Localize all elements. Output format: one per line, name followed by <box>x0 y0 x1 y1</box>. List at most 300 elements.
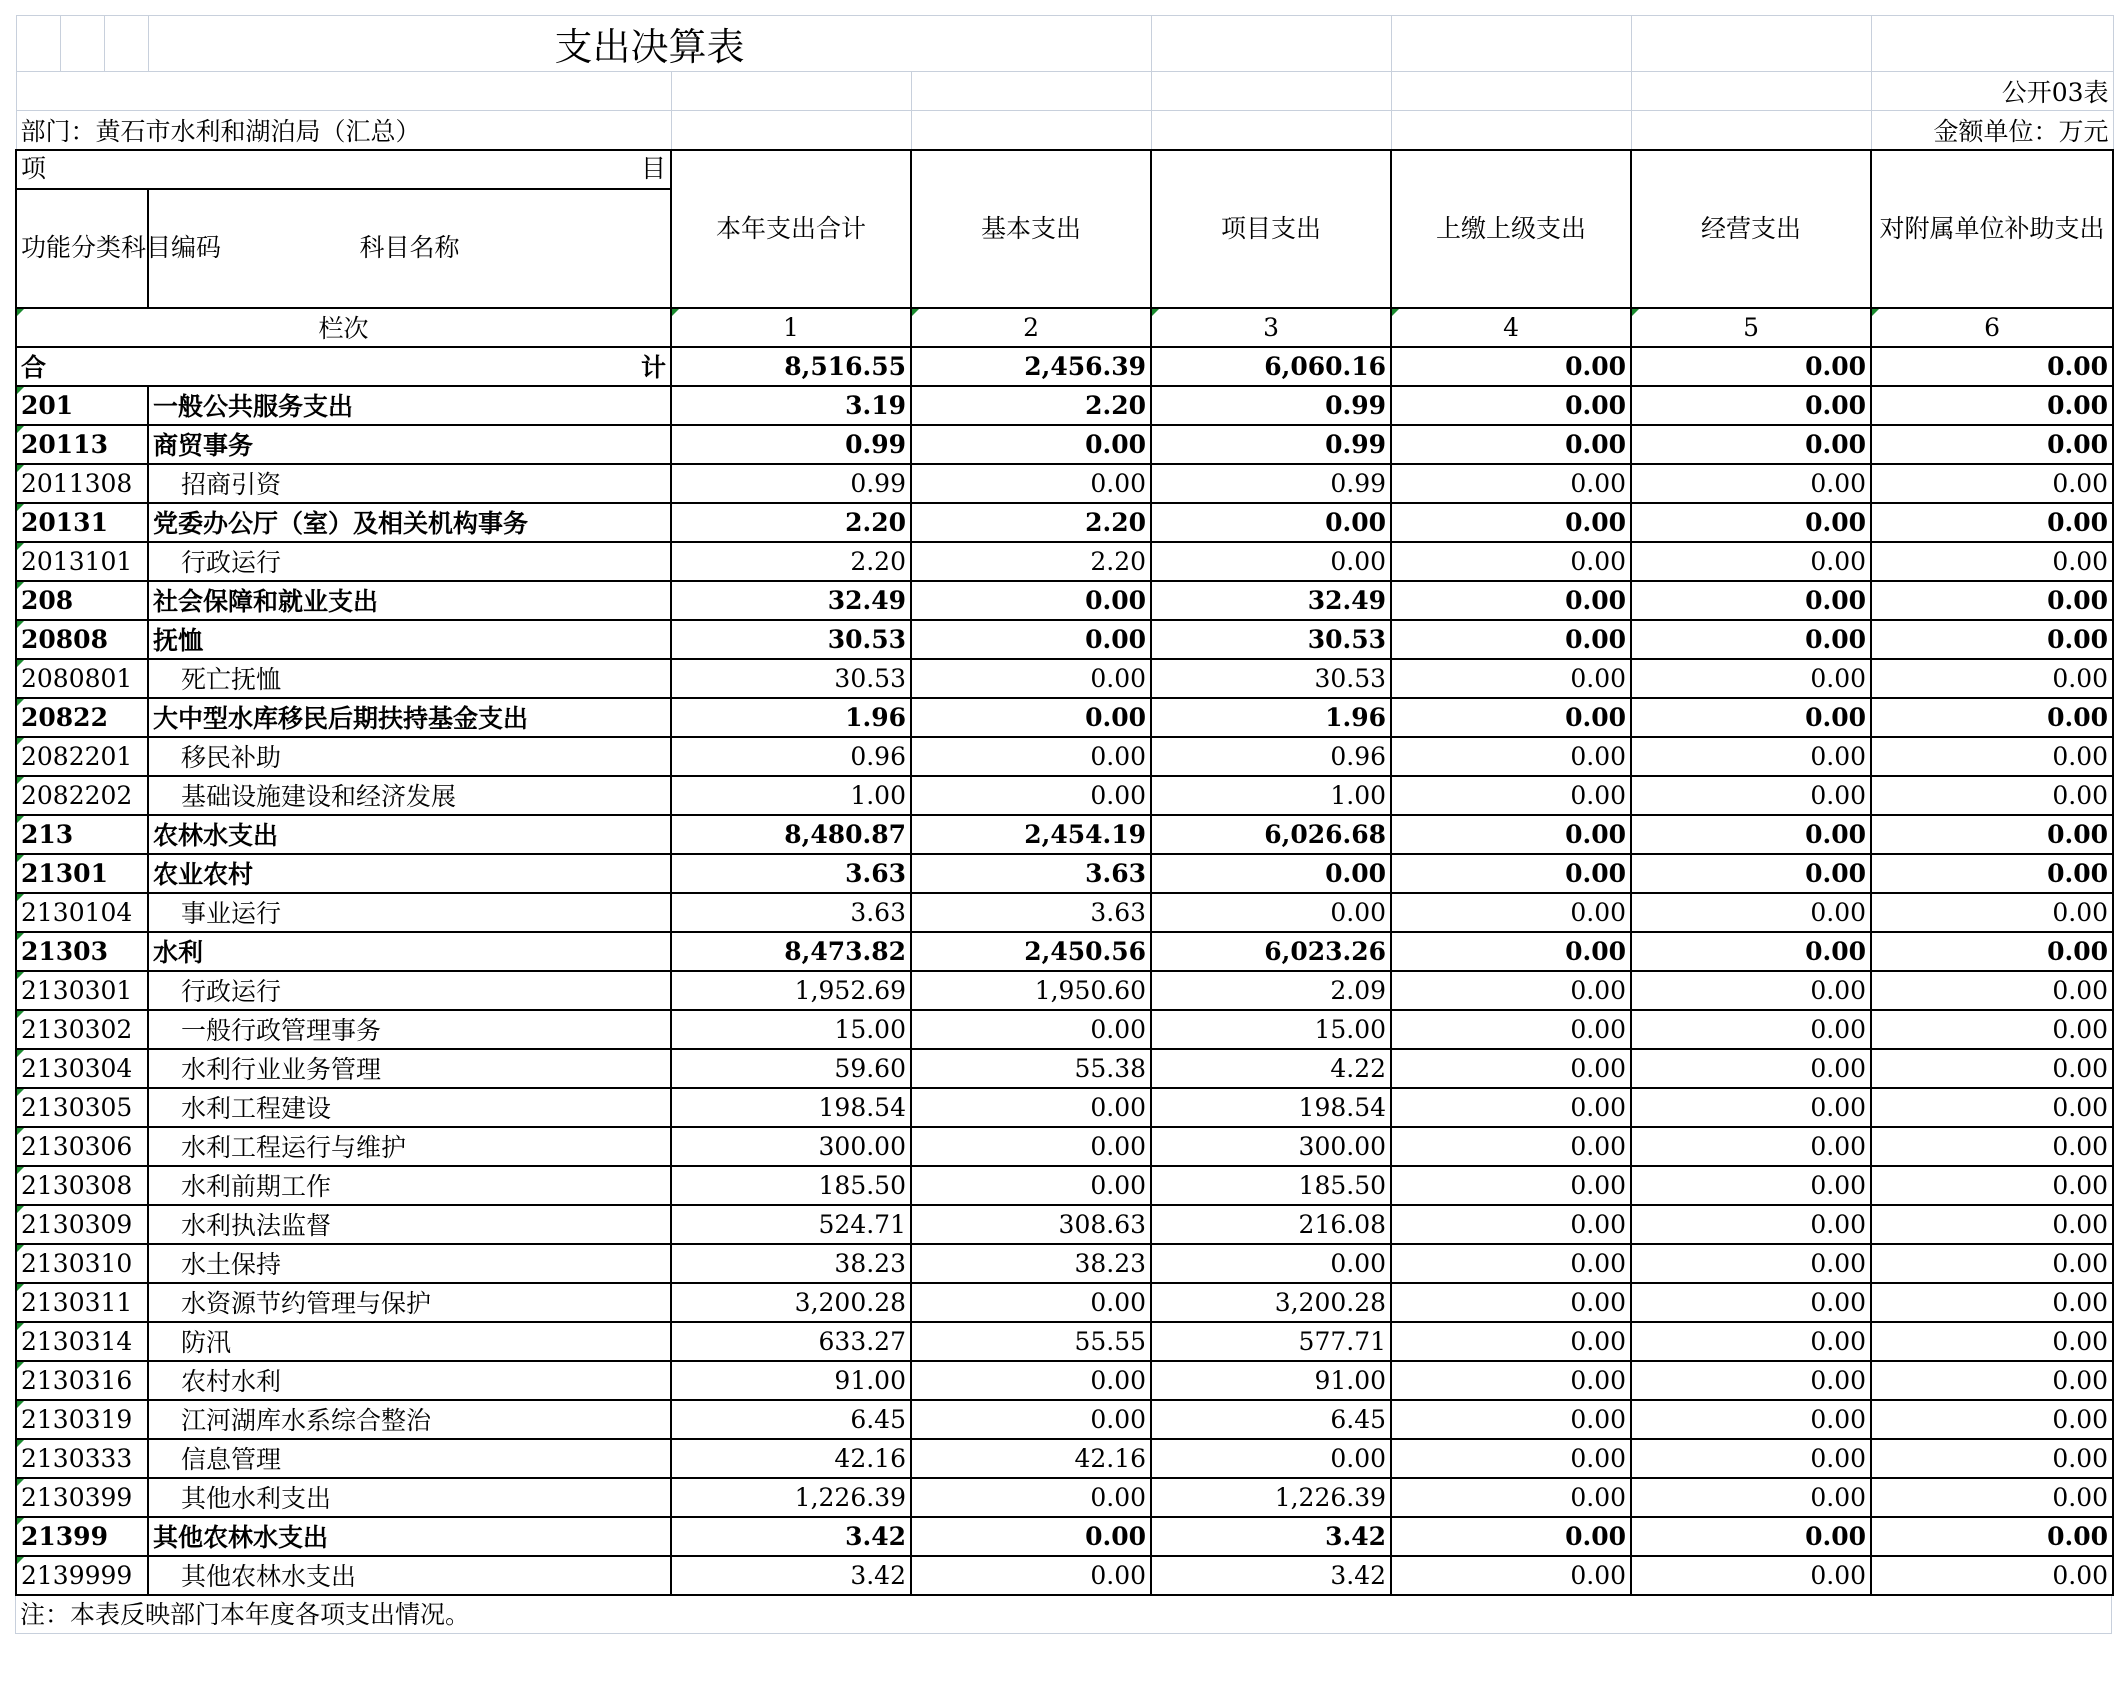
amount-cell[interactable]: 0.00 <box>1631 425 1871 464</box>
amount-cell[interactable]: 0.00 <box>1871 893 2113 932</box>
amount-cell[interactable]: 2,450.56 <box>911 932 1151 971</box>
subject-name[interactable]: 江河湖库水系综合整治 <box>148 1400 671 1439</box>
amount-cell[interactable]: 0.00 <box>1871 698 2113 737</box>
amount-cell[interactable]: 3.63 <box>671 854 911 893</box>
amount-cell[interactable]: 0.00 <box>911 698 1151 737</box>
amount-cell[interactable]: 42.16 <box>911 1439 1151 1478</box>
amount-cell[interactable]: 0.00 <box>911 1127 1151 1166</box>
amount-cell[interactable]: 0.00 <box>1631 737 1871 776</box>
amount-cell[interactable]: 0.00 <box>1631 854 1871 893</box>
subject-code[interactable]: 2130314 <box>16 1322 148 1361</box>
amount-cell[interactable]: 0.00 <box>1631 1517 1871 1556</box>
amount-cell[interactable]: 0.00 <box>1631 503 1871 542</box>
cell[interactable] <box>1631 111 1871 150</box>
amount-cell[interactable]: 0.00 <box>1871 581 2113 620</box>
amount-cell[interactable]: 0.00 <box>1391 1478 1631 1517</box>
cell[interactable] <box>1151 16 1391 72</box>
cell[interactable] <box>1631 16 1871 72</box>
amount-cell[interactable]: 0.00 <box>1151 542 1391 581</box>
amount-cell[interactable]: 0.00 <box>1871 1166 2113 1205</box>
cell[interactable] <box>16 72 671 111</box>
table-row <box>16 854 2113 893</box>
amount-cell[interactable]: 2.20 <box>911 386 1151 425</box>
amount-cell[interactable]: 0.00 <box>1391 1439 1631 1478</box>
amount-cell[interactable]: 30.53 <box>671 620 911 659</box>
col-business-header: 经营支出 <box>1631 150 1871 308</box>
amount-cell[interactable]: 2.20 <box>671 542 911 581</box>
cell[interactable] <box>1151 111 1391 150</box>
subject-code[interactable]: 208 <box>16 581 148 620</box>
amount-cell[interactable]: 0.00 <box>1871 1244 2113 1283</box>
amount-cell[interactable]: 3.42 <box>671 1556 911 1595</box>
subject-code[interactable]: 2130316 <box>16 1361 148 1400</box>
item-header-right: 目 <box>640 154 666 183</box>
subject-name[interactable]: 其他水利支出 <box>148 1478 671 1517</box>
amount-cell[interactable]: 0.00 <box>1631 1127 1871 1166</box>
amount-cell[interactable]: 0.00 <box>911 1088 1151 1127</box>
amount-cell[interactable]: 198.54 <box>1151 1088 1391 1127</box>
amount-cell[interactable]: 0.00 <box>911 620 1151 659</box>
amount-cell[interactable]: 0.99 <box>1151 464 1391 503</box>
amount-cell[interactable]: 0.00 <box>1631 1400 1871 1439</box>
table-row <box>16 1478 2113 1517</box>
table-row <box>16 1166 2113 1205</box>
total-row <box>16 347 2113 386</box>
subject-name[interactable]: 农村水利 <box>148 1361 671 1400</box>
amount-cell[interactable]: 0.00 <box>911 737 1151 776</box>
amount-cell[interactable]: 0.00 <box>1871 854 2113 893</box>
amount-cell[interactable]: 0.00 <box>1151 1244 1391 1283</box>
subject-name[interactable]: 水利前期工作 <box>148 1166 671 1205</box>
amount-cell[interactable]: 308.63 <box>911 1205 1151 1244</box>
unit-label: 金额单位：万元 <box>1871 111 2113 150</box>
amount-cell[interactable]: 0.00 <box>1871 425 2113 464</box>
title-row <box>16 16 2113 72</box>
amount-cell[interactable]: 0.00 <box>1631 698 1871 737</box>
amount-cell[interactable]: 0.00 <box>1631 1439 1871 1478</box>
amount-cell[interactable]: 633.27 <box>671 1322 911 1361</box>
amount-cell[interactable]: 0.00 <box>1871 1010 2113 1049</box>
subject-name[interactable]: 招商引资 <box>148 464 671 503</box>
amount-cell[interactable]: 0.00 <box>1871 1322 2113 1361</box>
amount-cell[interactable]: 0.00 <box>1631 776 1871 815</box>
amount-cell[interactable]: 0.00 <box>1631 1205 1871 1244</box>
amount-cell[interactable]: 15.00 <box>671 1010 911 1049</box>
amount-cell[interactable]: 0.00 <box>911 1283 1151 1322</box>
amount-cell[interactable]: 0.00 <box>1391 1556 1631 1595</box>
total-value: 0.00 <box>1391 347 1631 386</box>
subject-name[interactable]: 水利执法监督 <box>148 1205 671 1244</box>
amount-cell[interactable]: 0.00 <box>1391 1322 1631 1361</box>
subject-code[interactable]: 2082202 <box>16 776 148 815</box>
subject-name[interactable]: 行政运行 <box>148 971 671 1010</box>
table-number-row <box>16 72 2113 111</box>
column-number: 6 <box>1871 308 2113 347</box>
amount-cell[interactable]: 0.00 <box>1871 503 2113 542</box>
subject-code[interactable]: 2130306 <box>16 1127 148 1166</box>
subject-code[interactable]: 2130104 <box>16 893 148 932</box>
amount-cell[interactable]: 2.09 <box>1151 971 1391 1010</box>
amount-cell[interactable]: 0.00 <box>1631 542 1871 581</box>
page-title: 支出决算表 <box>148 16 1151 72</box>
cell[interactable] <box>911 72 1151 111</box>
amount-cell[interactable]: 0.00 <box>1631 1361 1871 1400</box>
amount-cell[interactable]: 0.00 <box>1871 464 2113 503</box>
amount-cell[interactable]: 0.00 <box>1871 1205 2113 1244</box>
amount-cell[interactable]: 0.00 <box>911 1361 1151 1400</box>
amount-cell[interactable]: 0.00 <box>1391 815 1631 854</box>
subject-code[interactable]: 2130333 <box>16 1439 148 1478</box>
amount-cell[interactable]: 1,226.39 <box>671 1478 911 1517</box>
amount-cell[interactable]: 0.00 <box>1151 503 1391 542</box>
item-header-left: 项 <box>21 154 47 183</box>
column-number: 2 <box>911 308 1151 347</box>
amount-cell[interactable]: 0.00 <box>1391 1205 1631 1244</box>
amount-cell[interactable]: 0.99 <box>671 425 911 464</box>
amount-cell[interactable]: 0.00 <box>1391 1166 1631 1205</box>
amount-cell[interactable]: 1.00 <box>1151 776 1391 815</box>
subject-code[interactable]: 2130399 <box>16 1478 148 1517</box>
amount-cell[interactable]: 0.00 <box>1871 776 2113 815</box>
amount-cell[interactable]: 3.63 <box>671 893 911 932</box>
cell[interactable] <box>104 16 148 72</box>
amount-cell[interactable]: 0.00 <box>911 776 1151 815</box>
amount-cell[interactable]: 91.00 <box>671 1361 911 1400</box>
amount-cell[interactable]: 59.60 <box>671 1049 911 1088</box>
amount-cell[interactable]: 0.00 <box>911 659 1151 698</box>
amount-cell[interactable]: 0.00 <box>1871 1517 2113 1556</box>
amount-cell[interactable]: 4.22 <box>1151 1049 1391 1088</box>
subject-code[interactable]: 201 <box>16 386 148 425</box>
table-row <box>16 542 2113 581</box>
column-number: 1 <box>671 308 911 347</box>
subject-code[interactable]: 2130302 <box>16 1010 148 1049</box>
subject-code[interactable]: 2130304 <box>16 1049 148 1088</box>
subject-name[interactable]: 其他农林水支出 <box>148 1517 671 1556</box>
amount-cell[interactable]: 1,952.69 <box>671 971 911 1010</box>
amount-cell[interactable]: 0.00 <box>1631 620 1871 659</box>
amount-cell[interactable]: 0.00 <box>1391 1361 1631 1400</box>
amount-cell[interactable]: 0.00 <box>1151 1439 1391 1478</box>
table-row <box>16 1400 2113 1439</box>
subject-name[interactable]: 一般公共服务支出 <box>148 386 671 425</box>
amount-cell[interactable]: 2,454.19 <box>911 815 1151 854</box>
amount-cell[interactable]: 8,473.82 <box>671 932 911 971</box>
amount-cell[interactable]: 91.00 <box>1151 1361 1391 1400</box>
amount-cell[interactable]: 0.00 <box>1631 893 1871 932</box>
amount-cell[interactable]: 55.55 <box>911 1322 1151 1361</box>
amount-cell[interactable]: 0.00 <box>1391 386 1631 425</box>
amount-cell[interactable]: 0.00 <box>1631 581 1871 620</box>
amount-cell[interactable]: 0.00 <box>1631 1166 1871 1205</box>
table-row <box>16 464 2113 503</box>
amount-cell[interactable]: 3,200.28 <box>1151 1283 1391 1322</box>
subject-name[interactable]: 水利 <box>148 932 671 971</box>
amount-cell[interactable]: 0.00 <box>1391 1049 1631 1088</box>
cell[interactable] <box>911 111 1151 150</box>
table-row <box>16 698 2113 737</box>
amount-cell[interactable]: 0.00 <box>1151 854 1391 893</box>
subject-code[interactable]: 2011308 <box>16 464 148 503</box>
subject-code[interactable]: 20113 <box>16 425 148 464</box>
amount-cell[interactable]: 0.00 <box>1631 464 1871 503</box>
amount-cell[interactable]: 0.00 <box>1391 464 1631 503</box>
amount-cell[interactable]: 0.00 <box>911 464 1151 503</box>
amount-cell[interactable]: 0.00 <box>1871 620 2113 659</box>
amount-cell[interactable]: 0.00 <box>1631 1010 1871 1049</box>
subject-name[interactable]: 农业农村 <box>148 854 671 893</box>
subject-name[interactable]: 基础设施建设和经济发展 <box>148 776 671 815</box>
amount-cell[interactable]: 0.00 <box>1871 1088 2113 1127</box>
amount-cell[interactable]: 0.00 <box>1391 1517 1631 1556</box>
amount-cell[interactable]: 30.53 <box>1151 659 1391 698</box>
amount-cell[interactable]: 6.45 <box>671 1400 911 1439</box>
amount-cell[interactable]: 0.00 <box>1631 1088 1871 1127</box>
amount-cell[interactable]: 0.00 <box>1871 542 2113 581</box>
subject-name[interactable]: 防汛 <box>148 1322 671 1361</box>
subject-code[interactable]: 2130308 <box>16 1166 148 1205</box>
subject-name[interactable]: 商贸事务 <box>148 425 671 464</box>
amount-cell[interactable]: 0.00 <box>1391 503 1631 542</box>
amount-cell[interactable]: 1,950.60 <box>911 971 1151 1010</box>
subject-name[interactable]: 水利工程运行与维护 <box>148 1127 671 1166</box>
amount-cell[interactable]: 0.96 <box>1151 737 1391 776</box>
col-upper-header: 上缴上级支出 <box>1391 150 1631 308</box>
amount-cell[interactable]: 0.00 <box>1631 1283 1871 1322</box>
subject-name[interactable]: 水资源节约管理与保护 <box>148 1283 671 1322</box>
table-row <box>16 893 2113 932</box>
subject-code[interactable]: 20131 <box>16 503 148 542</box>
amount-cell[interactable]: 0.00 <box>1631 1556 1871 1595</box>
amount-cell[interactable]: 2.20 <box>911 542 1151 581</box>
amount-cell[interactable]: 0.00 <box>1391 854 1631 893</box>
amount-cell[interactable]: 0.00 <box>1631 659 1871 698</box>
amount-cell[interactable]: 32.49 <box>1151 581 1391 620</box>
subject-code[interactable]: 2130301 <box>16 971 148 1010</box>
cell[interactable] <box>1391 111 1631 150</box>
subject-name[interactable]: 党委办公厅（室）及相关机构事务 <box>148 503 671 542</box>
amount-cell[interactable]: 1.00 <box>671 776 911 815</box>
amount-cell[interactable]: 0.00 <box>1151 893 1391 932</box>
subject-code[interactable]: 2139999 <box>16 1556 148 1595</box>
amount-cell[interactable]: 0.00 <box>911 1010 1151 1049</box>
amount-cell[interactable]: 0.00 <box>911 1478 1151 1517</box>
amount-cell[interactable]: 0.00 <box>1871 815 2113 854</box>
amount-cell[interactable]: 0.00 <box>1871 932 2113 971</box>
amount-cell[interactable]: 0.00 <box>911 1400 1151 1439</box>
amount-cell[interactable]: 0.00 <box>1871 386 2113 425</box>
amount-cell[interactable]: 216.08 <box>1151 1205 1391 1244</box>
amount-cell[interactable]: 0.00 <box>1391 1244 1631 1283</box>
amount-cell[interactable]: 0.00 <box>1631 1322 1871 1361</box>
footnote: 注：本表反映部门本年度各项支出情况。 <box>15 1596 2112 1634</box>
subject-name[interactable]: 农林水支出 <box>148 815 671 854</box>
amount-cell[interactable]: 6,023.26 <box>1151 932 1391 971</box>
subject-name[interactable]: 死亡抚恤 <box>148 659 671 698</box>
amount-cell[interactable]: 2.20 <box>671 503 911 542</box>
amount-cell[interactable]: 3.42 <box>1151 1517 1391 1556</box>
amount-cell[interactable]: 0.00 <box>1871 1283 2113 1322</box>
amount-cell[interactable]: 0.00 <box>1391 620 1631 659</box>
subject-name[interactable]: 社会保障和就业支出 <box>148 581 671 620</box>
amount-cell[interactable]: 30.53 <box>671 659 911 698</box>
cell[interactable] <box>671 72 911 111</box>
subject-code[interactable]: 21301 <box>16 854 148 893</box>
table-row <box>16 1322 2113 1361</box>
cell[interactable] <box>1631 72 1871 111</box>
amount-cell[interactable]: 0.00 <box>1871 1127 2113 1166</box>
total-value: 6,060.16 <box>1151 347 1391 386</box>
amount-cell[interactable]: 42.16 <box>671 1439 911 1478</box>
subject-code[interactable]: 21303 <box>16 932 148 971</box>
cell[interactable] <box>1151 72 1391 111</box>
cell[interactable] <box>1391 72 1631 111</box>
subject-name[interactable]: 信息管理 <box>148 1439 671 1478</box>
amount-cell[interactable]: 3.63 <box>911 854 1151 893</box>
amount-cell[interactable]: 0.00 <box>1391 1088 1631 1127</box>
subject-code[interactable]: 2013101 <box>16 542 148 581</box>
table-row <box>16 1439 2113 1478</box>
amount-cell[interactable]: 0.00 <box>1631 932 1871 971</box>
amount-cell[interactable]: 0.00 <box>1631 815 1871 854</box>
subject-code[interactable]: 2130310 <box>16 1244 148 1283</box>
amount-cell[interactable]: 0.00 <box>1391 659 1631 698</box>
amount-cell[interactable]: 0.00 <box>1631 1478 1871 1517</box>
amount-cell[interactable]: 0.00 <box>1391 1127 1631 1166</box>
amount-cell[interactable]: 300.00 <box>1151 1127 1391 1166</box>
amount-cell[interactable]: 0.00 <box>911 425 1151 464</box>
subject-code[interactable]: 20822 <box>16 698 148 737</box>
amount-cell[interactable]: 0.00 <box>1391 776 1631 815</box>
amount-cell[interactable]: 0.00 <box>1391 698 1631 737</box>
amount-cell[interactable]: 3.63 <box>911 893 1151 932</box>
amount-cell[interactable]: 0.00 <box>1631 386 1871 425</box>
table-row <box>16 503 2113 542</box>
subject-name[interactable]: 移民补助 <box>148 737 671 776</box>
amount-cell[interactable]: 185.50 <box>1151 1166 1391 1205</box>
subject-code[interactable]: 2130305 <box>16 1088 148 1127</box>
amount-cell[interactable]: 0.00 <box>1871 659 2113 698</box>
subject-code[interactable]: 21399 <box>16 1517 148 1556</box>
amount-cell[interactable]: 2.20 <box>911 503 1151 542</box>
amount-cell[interactable]: 0.00 <box>1871 1400 2113 1439</box>
amount-cell[interactable]: 0.00 <box>1871 1556 2113 1595</box>
subject-name[interactable]: 行政运行 <box>148 542 671 581</box>
amount-cell[interactable]: 0.00 <box>1631 971 1871 1010</box>
amount-cell[interactable]: 32.49 <box>671 581 911 620</box>
amount-cell[interactable]: 0.00 <box>1391 1010 1631 1049</box>
amount-cell[interactable]: 577.71 <box>1151 1322 1391 1361</box>
amount-cell[interactable]: 3.19 <box>671 386 911 425</box>
amount-cell[interactable]: 0.00 <box>1871 1361 2113 1400</box>
amount-cell[interactable]: 38.23 <box>671 1244 911 1283</box>
column-number-row <box>16 308 2113 347</box>
amount-cell[interactable]: 8,480.87 <box>671 815 911 854</box>
table-row <box>16 581 2113 620</box>
cell[interactable] <box>671 111 911 150</box>
amount-cell[interactable]: 0.00 <box>1871 1439 2113 1478</box>
department-label: 部门：黄石市水利和湖泊局（汇总） <box>16 111 671 150</box>
amount-cell[interactable]: 0.00 <box>1871 1478 2113 1517</box>
amount-cell[interactable]: 198.54 <box>671 1088 911 1127</box>
table-row <box>16 815 2113 854</box>
amount-cell[interactable]: 185.50 <box>671 1166 911 1205</box>
amount-cell[interactable]: 0.99 <box>671 464 911 503</box>
amount-cell[interactable]: 3.42 <box>671 1517 911 1556</box>
amount-cell[interactable]: 1,226.39 <box>1151 1478 1391 1517</box>
subject-name[interactable]: 抚恤 <box>148 620 671 659</box>
amount-cell[interactable]: 0.00 <box>911 581 1151 620</box>
amount-cell[interactable]: 1.96 <box>671 698 911 737</box>
amount-cell[interactable]: 3.42 <box>1151 1556 1391 1595</box>
cell[interactable] <box>1391 16 1631 72</box>
amount-cell[interactable]: 3,200.28 <box>671 1283 911 1322</box>
subject-name[interactable]: 水土保持 <box>148 1244 671 1283</box>
subject-code[interactable]: 2130311 <box>16 1283 148 1322</box>
cell[interactable] <box>1871 16 2113 72</box>
amount-cell[interactable]: 0.99 <box>1151 425 1391 464</box>
cell[interactable] <box>60 16 104 72</box>
amount-cell[interactable]: 0.00 <box>911 1517 1151 1556</box>
amount-cell[interactable]: 1.96 <box>1151 698 1391 737</box>
subject-code[interactable]: 2082201 <box>16 737 148 776</box>
amount-cell[interactable]: 55.38 <box>911 1049 1151 1088</box>
total-value: 8,516.55 <box>671 347 911 386</box>
spreadsheet <box>15 15 2114 1634</box>
amount-cell[interactable]: 0.99 <box>1151 386 1391 425</box>
amount-cell[interactable]: 0.00 <box>911 1556 1151 1595</box>
subject-code[interactable]: 213 <box>16 815 148 854</box>
subject-name[interactable]: 水利工程建设 <box>148 1088 671 1127</box>
amount-cell[interactable]: 300.00 <box>671 1127 911 1166</box>
subject-code[interactable]: 2130319 <box>16 1400 148 1439</box>
amount-cell[interactable]: 0.00 <box>1391 542 1631 581</box>
amount-cell[interactable]: 15.00 <box>1151 1010 1391 1049</box>
subject-name[interactable]: 事业运行 <box>148 893 671 932</box>
subject-name[interactable]: 水利行业业务管理 <box>148 1049 671 1088</box>
table-row <box>16 1361 2113 1400</box>
amount-cell[interactable]: 0.96 <box>671 737 911 776</box>
amount-cell[interactable]: 524.71 <box>671 1205 911 1244</box>
amount-cell[interactable]: 6,026.68 <box>1151 815 1391 854</box>
amount-cell[interactable]: 0.00 <box>1391 932 1631 971</box>
amount-cell[interactable]: 0.00 <box>1871 1049 2113 1088</box>
amount-cell[interactable]: 38.23 <box>911 1244 1151 1283</box>
subject-name[interactable]: 其他农林水支出 <box>148 1556 671 1595</box>
subject-name[interactable]: 一般行政管理事务 <box>148 1010 671 1049</box>
cell[interactable] <box>16 16 60 72</box>
amount-cell[interactable]: 0.00 <box>1391 893 1631 932</box>
amount-cell[interactable]: 0.00 <box>1391 971 1631 1010</box>
amount-cell[interactable]: 0.00 <box>1871 971 2113 1010</box>
amount-cell[interactable]: 30.53 <box>1151 620 1391 659</box>
subject-name[interactable]: 大中型水库移民后期扶持基金支出 <box>148 698 671 737</box>
amount-cell[interactable]: 0.00 <box>1631 1049 1871 1088</box>
amount-cell[interactable]: 0.00 <box>1391 1283 1631 1322</box>
amount-cell[interactable]: 0.00 <box>1631 1244 1871 1283</box>
amount-cell[interactable]: 0.00 <box>1391 425 1631 464</box>
subject-code[interactable]: 2080801 <box>16 659 148 698</box>
subject-code[interactable]: 20808 <box>16 620 148 659</box>
subject-code[interactable]: 2130309 <box>16 1205 148 1244</box>
amount-cell[interactable]: 0.00 <box>1391 581 1631 620</box>
amount-cell[interactable]: 6.45 <box>1151 1400 1391 1439</box>
amount-cell[interactable]: 0.00 <box>911 1166 1151 1205</box>
table-row <box>16 1088 2113 1127</box>
amount-cell[interactable]: 0.00 <box>1871 737 2113 776</box>
amount-cell[interactable]: 0.00 <box>1391 737 1631 776</box>
amount-cell[interactable]: 0.00 <box>1391 1400 1631 1439</box>
